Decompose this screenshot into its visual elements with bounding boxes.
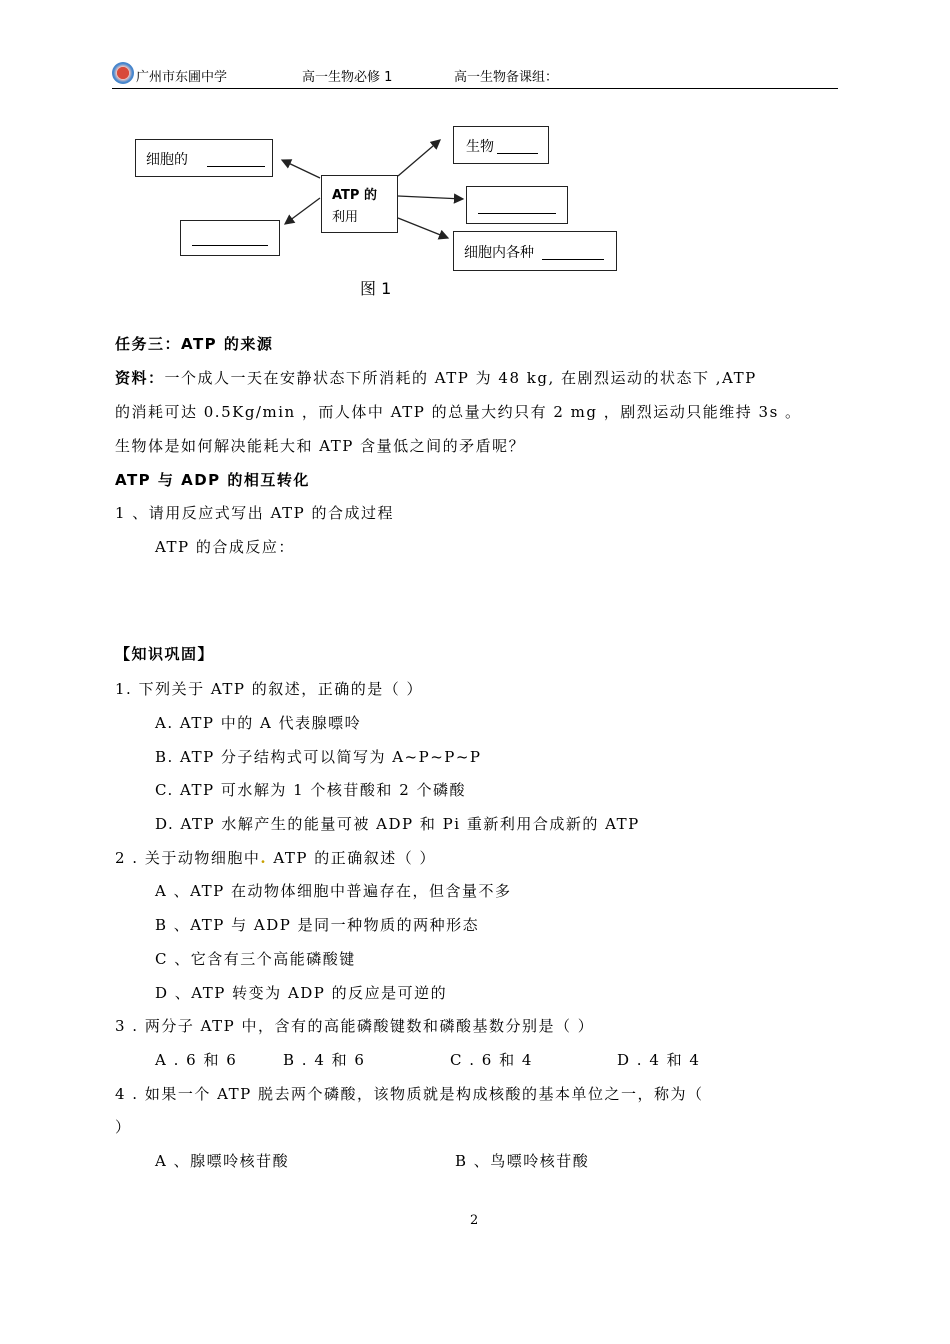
arrow-to-right-bottom [398, 218, 448, 238]
page-number: 2 [470, 1213, 479, 1228]
school-logo-icon [112, 62, 134, 84]
box-cell-reactions-label: 细胞内各种 [464, 245, 534, 261]
blank-4 [478, 193, 556, 214]
q1-option-a: A. ATP 中的 A 代表腺嘌呤 [155, 714, 362, 732]
blank-5 [542, 243, 604, 260]
box-right-middle [466, 186, 568, 224]
q2-option-b: B 、ATP 与 ADP 是同一种物质的两种形态 [155, 916, 480, 934]
question-1: 1. 下列关于 ATP 的叙述，正确的是（ ） [115, 680, 423, 698]
q3-option-d: D . 4 和 4 [617, 1051, 701, 1069]
question-4-cont: ） [115, 1118, 132, 1136]
question-4: 4 . 如果一个 ATP 脱去两个磷酸，该物质就是构成核酸的基本单位之一，称为（ [115, 1085, 704, 1103]
atp-usage-line2: 利用 [332, 210, 359, 225]
consolidate-title: 【知识巩固】 [115, 645, 215, 663]
q2-option-c: C 、它含有三个高能磷酸键 [155, 950, 356, 968]
q1-option-c: C. ATP 可水解为 1 个核苷酸和 2 个磷酸 [155, 781, 467, 799]
q2-text-post: ATP 的正确叙述（ ） [267, 849, 437, 867]
blank-1 [207, 150, 265, 167]
material-line-2: 的消耗可达 0.5Kg/min ，而人体中 ATP 的总量大约只有 2 mg ，剧烈运动只能维持 3s 。 [115, 403, 802, 421]
question-intro: 1 、请用反应式写出 ATP 的合成过程 [115, 504, 394, 522]
arrow-to-right-middle [398, 196, 463, 199]
arrow-to-left-bottom [285, 198, 320, 224]
q4-option-a: A 、腺嘌呤核苷酸 [155, 1152, 290, 1170]
atp-usage-diagram [130, 120, 630, 310]
section-title: ATP 与 ADP 的相互转化 [115, 471, 310, 489]
material-text-1: 一个成人一天在安静状态下所消耗的 ATP 为 48 kg, 在剧烈运动的状态下 ,ATP [164, 369, 757, 387]
q3-option-a: A . 6 和 6 [155, 1051, 238, 1069]
arrow-to-right-top [398, 140, 440, 176]
q2-dot: . [260, 849, 268, 867]
header-course: 高一生物必修 1 [302, 70, 393, 85]
q2-text-pre: 2 . 关于动物细胞中 [115, 849, 261, 867]
material-label: 资料： [115, 369, 165, 387]
question-3: 3 . 两分子 ATP 中，含有的高能磷酸键数和磷酸基数分别是（ ） [115, 1017, 595, 1035]
figure-caption: 图 1 [360, 279, 392, 298]
box-left-bottom [180, 220, 280, 256]
q1-option-d: D. ATP 水解产生的能量可被 ADP 和 Pi 重新利用合成新的 ATP [155, 815, 640, 833]
arrow-to-left-top [282, 160, 320, 178]
material-line-3: 生物体是如何解决能耗大和 ATP 含量低之间的矛盾呢？ [115, 437, 526, 455]
question-2 [115, 847, 436, 868]
q3-option-b: B . 4 和 6 [283, 1051, 366, 1069]
blank-3 [497, 137, 538, 154]
box-atp-usage [321, 175, 398, 233]
q2-option-d: D 、ATP 转变为 ADP 的反应是可逆的 [155, 984, 448, 1002]
material-line-1 [115, 367, 757, 388]
box-cell-activity [135, 139, 273, 177]
blank-2 [192, 227, 268, 246]
task3-title: 任务三：ATP 的来源 [115, 335, 274, 353]
q3-option-c: C . 6 和 4 [450, 1051, 533, 1069]
box-organism-label: 生物 [466, 139, 494, 155]
page-header [112, 62, 838, 89]
question-intro-sub: ATP 的合成反应： [155, 538, 295, 556]
box-cell-activity-label: 细胞的 [146, 152, 188, 168]
box-cell-reactions [453, 231, 617, 271]
header-group: 高一生物备课组： [454, 70, 559, 85]
q2-option-a: A 、ATP 在动物体细胞中普遍存在，但含量不多 [155, 882, 512, 900]
box-organism [453, 126, 549, 164]
q4-option-b: B 、鸟嘌呤核苷酸 [455, 1152, 590, 1170]
atp-usage-line1: ATP 的 [332, 188, 377, 203]
q1-option-b: B. ATP 分子结构式可以简写为 A~P~P~P [155, 748, 482, 766]
header-school: 广州市东圃中学 [136, 70, 228, 85]
